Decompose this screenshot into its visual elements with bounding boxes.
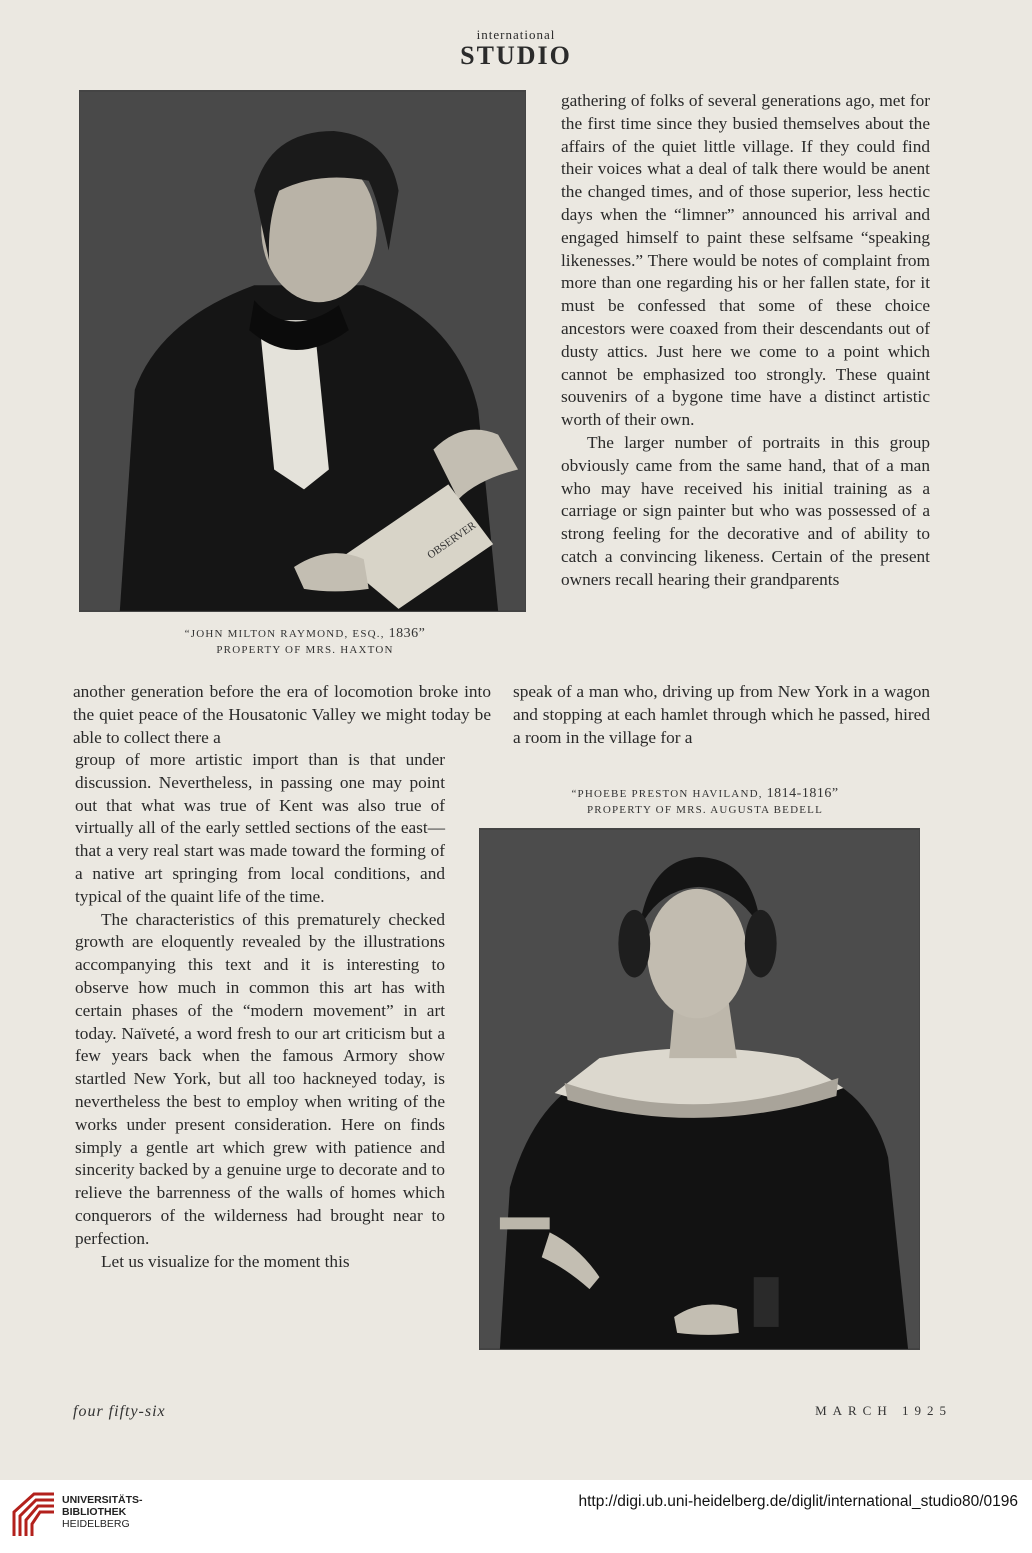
- portrait-phoebe-preston-haviland: [479, 828, 920, 1350]
- issue-date: MARCH 1925: [815, 1403, 952, 1418]
- portrait-man-icon: [80, 91, 525, 611]
- paragraph-left-3: Let us visualize for the moment this: [101, 1251, 350, 1271]
- university-library-logo-icon: [10, 1490, 58, 1540]
- caption-2-year: 1814-1816”: [766, 786, 839, 801]
- paragraph-left-2: The characteristics of this prematurely checked growth are eloquently revealed by the illustrations accompanying this text and it is interesting to observe how much in common this art has with certain phases of the “modern movement” in art today. Naïveté, a word fresh to our art criticism but a few years back when the famous Armory show startled New York, but all too hackneyed today, is nevertheless the best to employ when writing of the works under present consideration. Here on finds simply a gentle art which grew with patience and sincerity backed by a genuine urge to decorate and to relieve the barrenness of the walls of homes which conquerors of the wilderness had brought near to perfection.: [75, 909, 445, 1248]
- caption-1-title: “JOHN MILTON RAYMOND, ESQ.,: [184, 628, 389, 640]
- masthead-small: international: [476, 27, 556, 42]
- library-line-2: BIBLIOTHEK: [62, 1506, 127, 1518]
- text-wide-left: [73, 681, 491, 749]
- caption-2-owner: PROPERTY OF MRS. AUGUSTA BEDELL: [586, 804, 824, 816]
- portrait-woman-icon: [480, 829, 919, 1349]
- text-left-column-bottom: [75, 749, 445, 1273]
- paragraph-right-1: gathering of folks of several generations ago, met for the first time since they busied themselves about the affairs of the quiet little village. If they could find their voices what a deal of talk there would be anent the changed times, and of those superior, less hectic days when the “limner” announced his arrival and engaged himself to paint these selfsame “speaking likenesses.” There would be notes of complaint from more than one regarding his or her fallen state, for it must be confessed that some of these choice ancestors were coaxed from their descendants out of dusty attics. Just here we come to a point which cannot be emphasized too strongly. These quaint souvenirs of a bygone time have a distinct artistic worth of their own.: [561, 91, 930, 430]
- paragraph-right-2: The larger number of portraits in this group obviously came from the same hand, that of a man who may have received his initial training as a carriage or sign painter but who was possessed of a strong feeling for the decorative and of ability to catch a convincing likeness. Certain of the present owners recall hearing their grandparents: [561, 432, 930, 589]
- caption-1-year: 1836”: [388, 626, 426, 641]
- masthead-title: STUDIO: [460, 41, 572, 70]
- paragraph-left-1: group of more artistic import than is that under discussion. Nevertheless, in passing one may point out that what was true of Kent was also true of virtually all of the early settled sections of the east—that a very real start was made toward the forming of a native art springing from local conditions, and typical of the quaint life of the time.: [75, 750, 445, 906]
- page-number: four fifty-six: [73, 1403, 166, 1420]
- caption-portrait-1: [120, 626, 490, 658]
- text-right-column-top: [561, 90, 930, 592]
- caption-1-owner: PROPERTY OF MRS. HAXTON: [216, 644, 394, 656]
- masthead: [0, 28, 1032, 69]
- permalink-url[interactable]: http://digi.ub.uni-heidelberg.de/diglit/international_studio80/0196: [578, 1493, 1018, 1510]
- library-line-3: HEIDELBERG: [62, 1518, 130, 1530]
- caption-portrait-2: [505, 786, 905, 818]
- newspaper-title: OBSERVER: [425, 519, 479, 562]
- paragraph-wide-left: another generation before the era of locomotion broke into the quiet peace of the Housatonic Valley we might today be able to collect there a: [73, 682, 491, 747]
- library-footer-bar: [0, 1480, 1032, 1553]
- portrait-john-milton-raymond: [79, 90, 526, 612]
- library-name: [62, 1494, 143, 1530]
- caption-2-title: “PHOEBE PRESTON HAVILAND,: [571, 788, 767, 800]
- library-line-1: UNIVERSITÄTS-: [62, 1494, 143, 1506]
- text-wide-right: [513, 681, 930, 749]
- paragraph-wide-right: speak of a man who, driving up from New York in a wagon and stopping at each hamlet through which he passed, hired a room in the village for a: [513, 682, 930, 747]
